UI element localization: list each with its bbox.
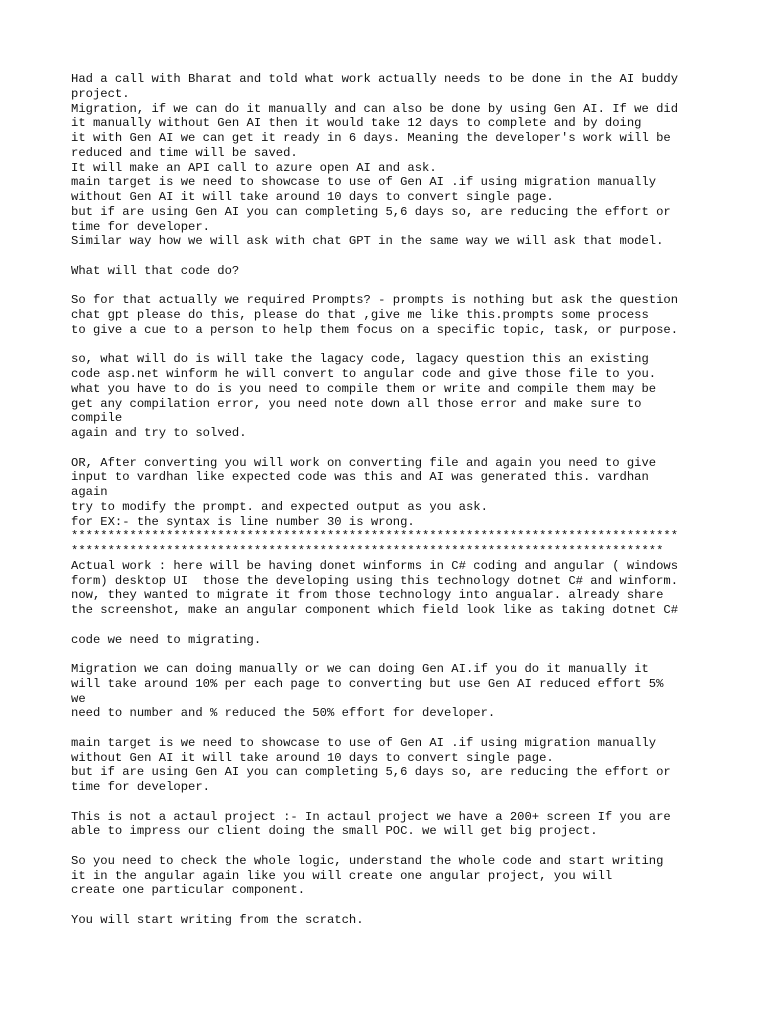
text-line: Migration we can doing manually or we can doing Gen AI.if you do it manually it	[71, 662, 649, 676]
text-line: This is not a actaul project :- In actaul project we have a 200+ screen If you are	[71, 809, 671, 824]
text-line: able to impress our client doing the small POC. we will get big project.	[71, 824, 598, 839]
document-body	[71, 72, 721, 928]
text-line: get any compilation error, you need note down all those error and make sure to	[71, 396, 642, 411]
blank-line	[71, 618, 721, 633]
text-line: need to number and % reduced the 50% effort for developer.	[71, 706, 496, 721]
text-line: ***********************************************************************************	[71, 529, 679, 544]
text-line: Migration, if we can do it manually and can also be done by using Gen AI. If we did	[71, 101, 679, 116]
text-line: What will that code do?	[71, 263, 240, 278]
text-line: the screenshot, make an angular component which field look like as taking dotnet C#	[71, 603, 679, 617]
text-line: time for developer.	[71, 219, 210, 234]
text-line: again	[71, 485, 108, 499]
text-line: so, what will do is will take the lagacy code, lagacy question this an existing	[71, 352, 649, 367]
blank-line	[71, 279, 721, 294]
text-line: Actual work : here will be having donet winforms in C# coding and angular ( windows	[71, 558, 679, 573]
text-line: main target is we need to showcase to use of Gen AI .if using migration manually	[71, 175, 657, 190]
blank-line	[71, 795, 721, 810]
text-line: code we need to migrating.	[71, 632, 262, 647]
text-line: but if are using Gen AI you can completing 5,6 days so, are reducing the effort or	[71, 765, 671, 780]
text-line: So you need to check the whole logic, understand the whole code and start writing	[71, 853, 664, 868]
text-line: code asp.net winform he will convert to angular code and give those file to you.	[71, 367, 657, 381]
text-line: now, they wanted to migrate it from those technology into angualar. already share	[71, 588, 664, 603]
text-line: it in the angular again like you will create one angular project, you will	[71, 868, 613, 883]
blank-line	[71, 721, 721, 736]
blank-line	[71, 647, 721, 662]
text-line: but if are using Gen AI you can completing 5,6 days so, are reducing the effort or	[71, 204, 671, 219]
blank-line	[71, 441, 721, 456]
text-line: without Gen AI it will take around 10 days to convert single page.	[71, 190, 554, 204]
text-line: again and try to solved.	[71, 426, 247, 440]
text-line: chat gpt please do this, please do that ,give me like this.prompts some process	[71, 308, 649, 322]
text-line: will take around 10% per each page to converting but use Gen AI reduced effort 5%	[71, 676, 664, 691]
text-line: time for developer.	[71, 780, 210, 794]
blank-line	[71, 839, 721, 854]
text-line: to give a cue to a person to help them focus on a specific topic, task, or purpose.	[71, 322, 679, 337]
text-line: we	[71, 691, 86, 706]
text-line: it manually without Gen AI then it would take 12 days to complete and by doing	[71, 116, 642, 131]
text-line: what you have to do is you need to compile them or write and compile them may be	[71, 381, 657, 396]
text-line: compile	[71, 411, 123, 426]
text-line: create one particular component.	[71, 883, 306, 898]
text-line: without Gen AI it will take around 10 days to convert single page.	[71, 750, 554, 765]
text-line: Similar way how we will ask with chat GPT in the same way we will ask that model.	[71, 234, 664, 249]
blank-line	[71, 338, 721, 353]
text-line: project.	[71, 86, 130, 101]
text-line: it with Gen AI we can get it ready in 6 days. Meaning the developer's work will be	[71, 131, 671, 145]
blank-line	[71, 249, 721, 264]
text-line: for EX:- the syntax is line number 30 is wrong.	[71, 514, 415, 529]
text-line: You will start writing from the scratch.	[71, 912, 364, 927]
text-line: form) desktop UI those the developing using this technology dotnet C# and winform.	[71, 573, 679, 588]
text-line: main target is we need to showcase to use of Gen AI .if using migration manually	[71, 735, 657, 750]
text-line: reduced and time will be saved.	[71, 145, 298, 160]
text-line: So for that actually we required Prompts? - prompts is nothing but ask the question	[71, 293, 679, 308]
blank-line	[71, 898, 721, 913]
text-line: input to vardhan like expected code was this and AI was generated this. vardhan	[71, 470, 649, 485]
text-line: OR, After converting you will work on converting file and again you need to give	[71, 455, 657, 470]
text-line: *********************************************************************************	[71, 544, 664, 558]
text-line: Had a call with Bharat and told what work actually needs to be done in the AI buddy	[71, 72, 679, 86]
text-line: It will make an API call to azure open AI and ask.	[71, 160, 437, 175]
text-line: try to modify the prompt. and expected output as you ask.	[71, 499, 488, 514]
